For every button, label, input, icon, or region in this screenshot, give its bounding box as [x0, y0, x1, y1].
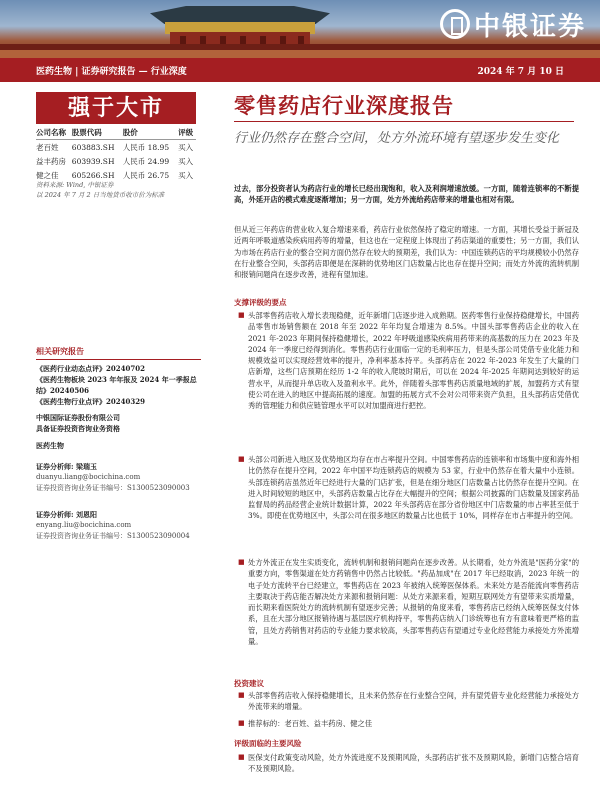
source-line: 资料来源: Wind, 中银证券 [36, 181, 114, 189]
source-line: 以 2024 年 7 月 2 日当地货币收市价为标准 [36, 191, 165, 199]
stock-code-cell: 603883.SH [71, 142, 115, 152]
report-category: 医药生物 | 证券研究报告 — 行业深度 [36, 66, 187, 77]
analyst-email[interactable]: duanyu.liang@bocichina.com [36, 473, 141, 481]
intro-paragraph: 过去，部分投资者认为药店行业的增长已经出现饱和，收入及利润增速放缓。一方面，随着连锁率的不断提高，外延开店的模式难度逐渐增加；另一方面，处方外流给药店带来的增量也相对有限。 [234, 184, 579, 205]
body-paragraph: 但从近三年药店的营业收入复合增速来看，药店行业依然保持了稳定的增速。一方面，其增长受益于新冠及近两年呼吸道感染疾病用药等的增量，但这也在一定程度上体现出了药店渠道的重要性；另一方面，我们认为市场在药店行业的整合空间方面仍然存在较大的预期差，我们认为：中国连锁药店的平均规模较小仍然存在行业整合空间，头部药店即便是在深耕的优势地区门店数量占比也存在提升空间；而处方外流的流转机制和报销问题尚在逐步改善，进程有望加速。 [234, 225, 579, 280]
investment-bullet: ■ 推荐标的：老百姓、益丰药房、健之佳 [238, 718, 579, 729]
related-research-item[interactable]: 《医药生物板块 2023 年年报及 2024 年一季报总结》20240506 [36, 375, 197, 395]
related-research-heading: 相关研究报告 [36, 346, 201, 360]
rating-cell: 买入 [178, 170, 194, 180]
stock-code-cell: 605266.SH [71, 170, 115, 180]
company-logo [440, 6, 586, 42]
stock-code-cell: 603939.SH [71, 156, 115, 166]
header-banner [0, 0, 600, 58]
key-point-bullet: ■ 头部公司新进入地区及优势地区均存在市占率提升空间。中国零售药店的连锁率和市场集中度和海外相比仍然存在提升空间，2022 年中国平均连锁药店的规模为 53 家，行业中仍然存在着大量中小连锁。头部连锁药店虽然近年已经进行大量的门店扩张，但是在细分地区门店数量占比仍然存在提升空间。在进入时间较短的地区中，头部药店数量占比存在大幅提升的空间；根据公司披露的门店数量及国家药品监督局的药品经营企业统计数据计算，2022 年头部药店在部分省份地区中门店数量的市占率甚至低于 3%。即使在优势地区中，头部公司在很多地区的数量占比也低于 10%，同样存在市占率提升的空间。 [238, 454, 579, 522]
report-title: 零售药店行业深度报告 [234, 93, 454, 118]
key-point-bullet: ■ 头部零售药店收入增长表现稳健，近年新增门店逐步进入成熟期。医药零售行业保持稳健增长，中国药品零售市场销售额在 2018 年至 2022 年年均复合增速为 8.5%。中国头部零售药店企业的收入在 2021 年-2023 年期间保持稳健增长，2022 年呼吸道感染疾病用药带来的高基数的压力在 2023 年及 2024 年一季度已经得到消化。零售药店行业面临一定的毛利率压力，但是头部公司凭借专业化能力和规模效益可以实现经营效率的提升，净利率基本持平。头部药店在 2022 年-2023 年发生了大量的门店新增，这些门店预期在经历 1-2 年的收入爬坡时期后，可以在 2024 年-2025 年期间达到较好的运营水平，从而提升单店收入及盈利水平。此外，伴随着头部零售药店质量地域的扩展，加盟药方式有望使公司在进入的地区中提高拓展的速度。加盟的拓展方式不会对公司带来资产负担，且头部药店凭借优秀的管理能力和供应链管理水平可以对加盟商进行把控。 [238, 310, 579, 412]
column-header: 股票代码 [72, 126, 123, 140]
column-header: 公司名称 [36, 126, 72, 140]
report-subtitle: 行业仍然存在整合空间，处方外流环境有望逐步发生变化 [234, 131, 560, 146]
bank-logo-icon [440, 9, 470, 39]
company-info [36, 412, 201, 451]
price-cell: 人民币 18.95 [122, 142, 170, 152]
price-cell: 人民币 26.75 [122, 170, 170, 180]
analyst-label: 证券分析师: [36, 462, 74, 471]
stock-table [36, 126, 196, 182]
section-heading: 评级面临的主要风险 [234, 739, 302, 748]
section-heading: 投资建议 [234, 679, 264, 688]
related-research [36, 346, 201, 407]
analyst-label: 证券分析师: [36, 510, 74, 519]
table-source [36, 180, 201, 200]
rating-cell: 买入 [178, 156, 194, 166]
rating-cell: 买入 [178, 142, 194, 152]
category-bar [0, 58, 600, 82]
report-date: 2024 年 7 月 10 日 [477, 66, 564, 77]
palace-steps-image [0, 50, 600, 58]
analyst-block [36, 461, 201, 494]
sector-label: 医药生物 [36, 441, 64, 450]
risk-bullet: ■ 医保支付政策变动风险，处方外流进度不及预期风险，头部药店扩张不及预期风险，新增门店整合培育不及预期风险。 [238, 752, 579, 775]
company-name-cell: 老百姓 [36, 142, 59, 152]
table-row [36, 154, 196, 168]
related-research-item[interactable]: 《医药生物行业点评》20240329 [36, 397, 145, 406]
industry-rating: 强于大市 [36, 92, 196, 124]
analyst-name: 刘恩阳 [76, 510, 98, 519]
column-header: 股价 [123, 126, 178, 140]
company-name: 中银国际证券股份有限公司 [36, 413, 120, 422]
column-header: 评级 [178, 126, 196, 140]
analyst-name: 梁瑞玉 [76, 462, 98, 471]
company-name-cell: 健之佳 [36, 170, 59, 180]
analyst-cert: 证券投资咨询业务证书编号：S1300523090003 [36, 484, 190, 492]
section-heading: 支撑评级的要点 [234, 298, 287, 307]
analyst-email[interactable]: enyang.liu@bocichina.com [36, 521, 132, 529]
title-divider [234, 121, 574, 122]
analyst-cert: 证券投资咨询业务证书编号：S1300523090004 [36, 532, 190, 540]
price-cell: 人民币 24.99 [122, 156, 170, 166]
logo-text: 中银证券 [473, 11, 586, 42]
company-name-cell: 益丰药房 [36, 156, 66, 166]
table-header-row [36, 126, 196, 140]
investment-bullet: ■ 头部零售药店收入保持稳健增长，且未来仍然存在行业整合空间，并有望凭借专业化经营能力承接处方外流带来的增量。 [238, 690, 579, 713]
table-row [36, 140, 196, 155]
key-point-bullet: ■ 处方外流正在发生实质变化，流转机制和报销问题尚在逐步改善。从长期看，处方外流是"医药分家"的重要方向，零售渠道在处方药销售中仍然占比较低。"药品加成"在 2017 年已经取消，2023 年统一的电子处方流转平台已经建立，零售药店在 2023 年被纳入统筹医保体系。未来处方是否能流向零售药店主要取决于药店能否解决处方来源和报销问题：从处方来源来看，短期互联网处方有望带来实质增量，而长期来看医院处方的流转机制有望逐步完善；从报销的角度来看，零售药店已经纳入统筹医保支付体系，且在大部分地区报销待遇与基层医疗机构持平，零售药店纳入门诊统筹也有方有意味着更严格的监管，且处方药销售对药店的专业能力要求较高，头部零售药店有望通过专业化经营能力承接处方外流增量。 [238, 557, 579, 647]
analyst-block [36, 509, 201, 542]
company-qualification: 具备证券投资咨询业务资格 [36, 424, 120, 433]
related-research-item[interactable]: 《医药行业动态点评》20240702 [36, 364, 145, 373]
